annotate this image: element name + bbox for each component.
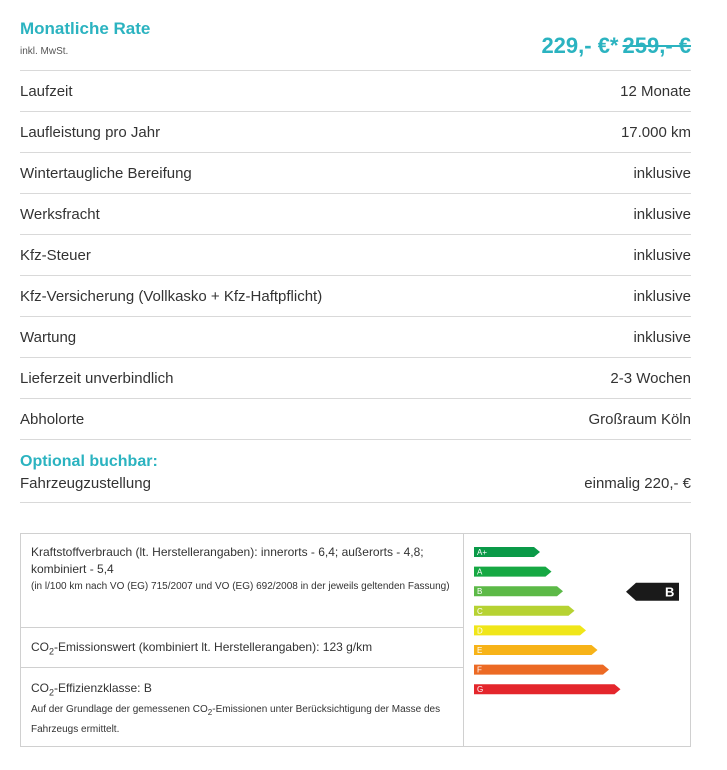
detail-row xyxy=(20,235,691,276)
detail-label: Lieferzeit unverbindlich xyxy=(20,369,174,387)
energy-efficiency-chart xyxy=(464,534,690,746)
detail-row xyxy=(20,276,691,317)
energy-class-label: F xyxy=(477,665,482,675)
detail-value: 2-3 Wochen xyxy=(610,369,691,387)
optional-label: Fahrzeugzustellung xyxy=(20,475,151,492)
old-price: 259,- € xyxy=(622,33,691,58)
energy-class-label: C xyxy=(477,606,483,616)
detail-row xyxy=(20,358,691,399)
energy-class-label: E xyxy=(477,646,483,655)
energy-class-label: D xyxy=(477,626,483,636)
detail-value: inklusive xyxy=(633,164,691,182)
fuel-consumption-note: (in l/100 km nach VO (EG) 715/2007 und VO (EG) 692/2008 in der jeweils geltenden Fassung) xyxy=(31,581,450,592)
eff-note-b: -Emissionen unter Berücksichtigung der Masse des Fahrzeugs ermittelt. xyxy=(31,704,441,736)
optional-section xyxy=(20,440,691,503)
energy-class-bar-f xyxy=(474,665,609,675)
co2-subscript: 2 xyxy=(49,646,55,657)
optional-title: Optional buchbar: xyxy=(20,453,158,470)
detail-label: Wartung xyxy=(20,328,77,346)
detail-value: 17.000 km xyxy=(620,123,691,141)
energy-class-bar-b xyxy=(474,586,563,596)
detail-row xyxy=(20,317,691,358)
detail-row xyxy=(20,71,691,112)
detail-value: inklusive xyxy=(633,246,691,264)
vat-note: inkl. MwSt. xyxy=(20,46,69,57)
eff-note-subscript: 2 xyxy=(207,708,213,718)
detail-label: Kfz-Steuer xyxy=(20,246,91,264)
detail-value: inklusive xyxy=(633,205,691,223)
energy-class-label: B xyxy=(477,587,483,597)
energy-class-bar-a xyxy=(474,567,552,577)
fuel-consumption-cell xyxy=(21,544,463,626)
detail-value: inklusive xyxy=(633,328,691,346)
energy-class-label: A+ xyxy=(477,548,488,557)
detail-value: inklusive xyxy=(633,287,691,305)
detail-row xyxy=(20,399,691,440)
detail-row xyxy=(20,153,691,194)
co2-emission-cell xyxy=(21,627,463,667)
leasing-offer xyxy=(20,0,691,503)
energy-class-label: A xyxy=(477,567,483,577)
energy-class-bar-d xyxy=(474,625,586,635)
eff-note-a: Auf der Grundlage der gemessenen CO xyxy=(31,704,208,716)
co2-emission-text xyxy=(31,640,373,657)
environment-info-box xyxy=(20,533,691,747)
energy-class-bar-g xyxy=(474,684,621,694)
current-price: 229,- €* xyxy=(541,33,619,58)
energy-class-bar-e xyxy=(474,645,598,655)
eff-value: -Effizienzklasse: B xyxy=(54,681,152,695)
monthly-rate-header xyxy=(20,0,691,71)
co2-prefix: CO xyxy=(31,640,49,654)
monthly-rate-title: Monatliche Rate xyxy=(20,19,151,38)
efficiency-class-cell xyxy=(21,667,463,746)
co2-value: -Emissionswert (kombiniert lt. Herstellerangaben): 123 g/km xyxy=(54,640,373,654)
fuel-consumption-text: Kraftstoffverbrauch (lt. Herstellerangaben): innerorts - 6,4; außerorts - 4,8; kombiniert - 5,4 xyxy=(31,545,424,576)
eff-subscript: 2 xyxy=(49,687,55,698)
detail-label: Laufleistung pro Jahr xyxy=(20,123,161,141)
energy-class-label: G xyxy=(477,685,484,695)
efficiency-class-text xyxy=(31,681,152,698)
detail-list xyxy=(20,71,691,440)
detail-label: Wintertaugliche Bereifung xyxy=(20,164,192,182)
detail-value: 12 Monate xyxy=(620,82,691,100)
detail-row xyxy=(20,194,691,235)
eff-prefix: CO xyxy=(31,681,49,695)
efficiency-class-note xyxy=(31,701,453,738)
detail-label: Abholorte xyxy=(20,410,85,428)
environment-info-text xyxy=(21,534,464,746)
detail-label: Werksfracht xyxy=(20,205,100,223)
selected-class-label: B xyxy=(665,584,675,600)
energy-label-panel xyxy=(464,534,690,746)
monthly-price xyxy=(541,33,691,59)
detail-label: Kfz-Versicherung (Vollkasko + Kfz-Haftpflicht) xyxy=(20,287,323,305)
detail-row xyxy=(20,112,691,153)
detail-value: Großraum Köln xyxy=(588,410,691,428)
detail-label: Laufzeit xyxy=(20,82,73,100)
energy-class-bar-c xyxy=(474,606,575,616)
optional-value: einmalig 220,- € xyxy=(584,475,691,492)
